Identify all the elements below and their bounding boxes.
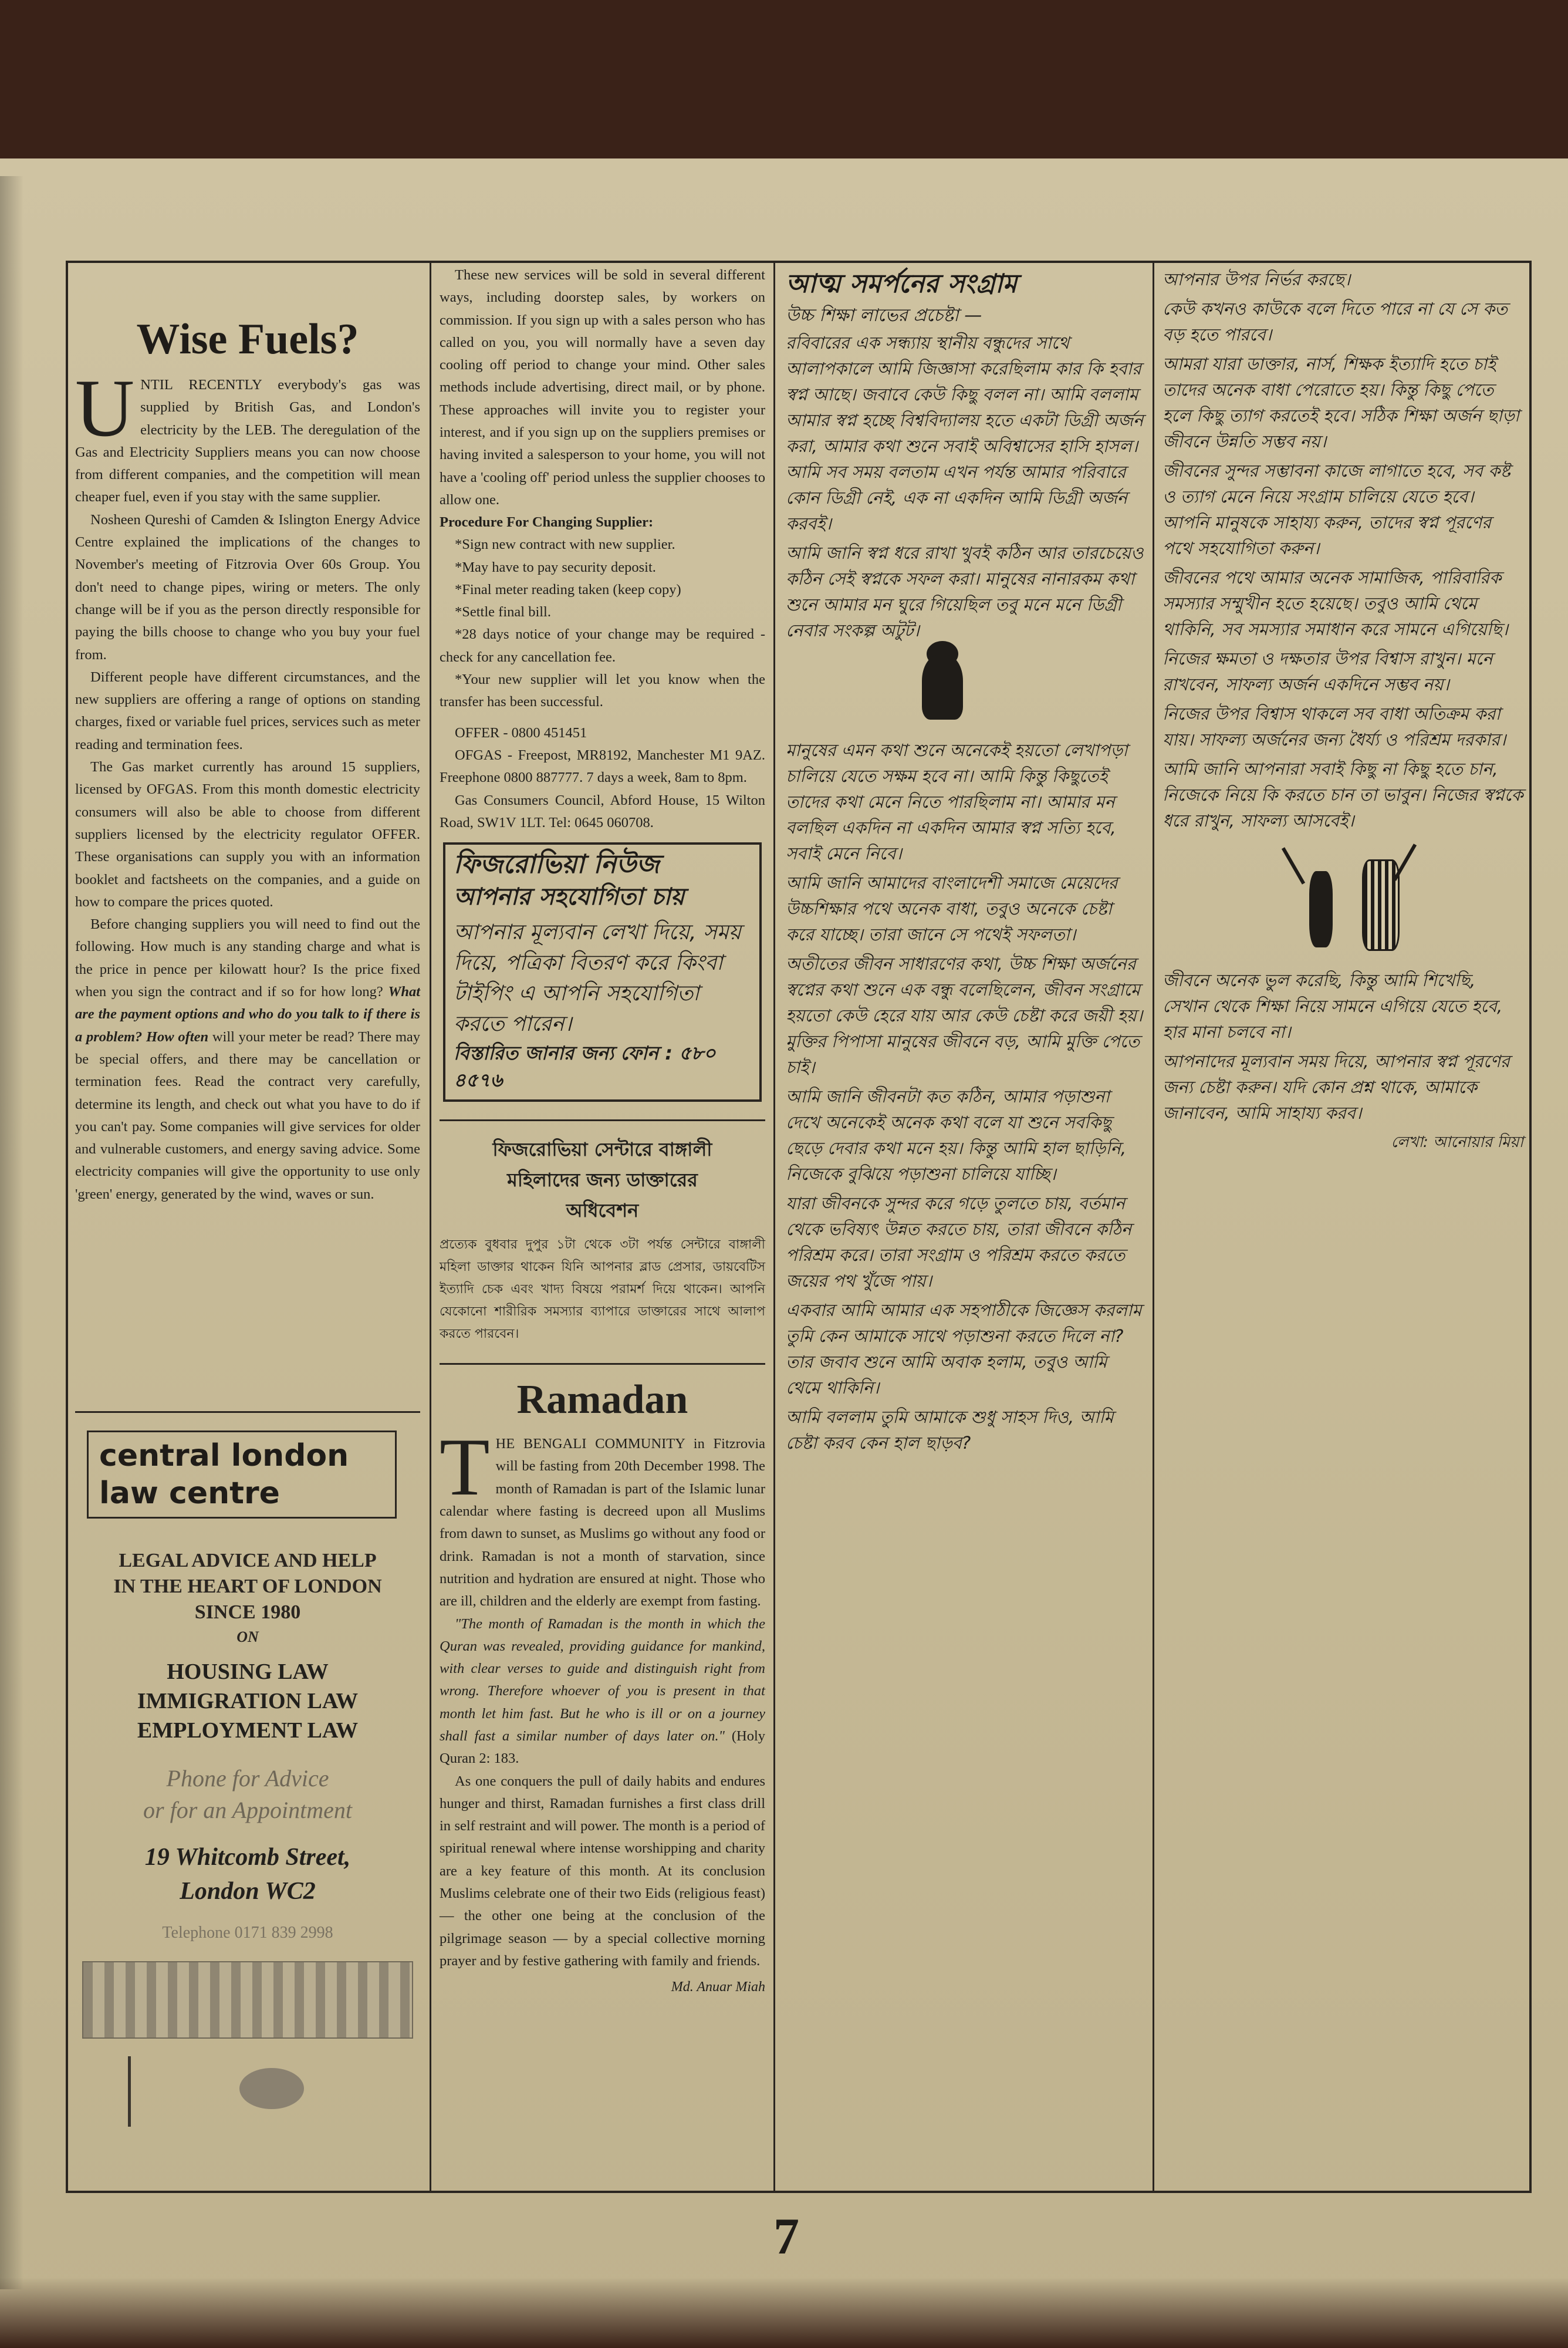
address-line: 19 Whitcomb Street, [144, 1844, 351, 1871]
procedure-heading: Procedure For Changing Supplier: [440, 514, 654, 531]
before-changing-end: will your meter be read? There may be special offers, and there may be cancellation or termination fees. Read the contract very carefully, determine its length, and check out what you have to do if you can't pay. Some companies will give services for older and vulnerable customers, and energy saving advice. Some electricity companies will give the opportunity to use only 'green' energy, generated by the wind, waves or sun. [75, 1028, 421, 1202]
figure-body-icon [922, 655, 963, 720]
essay-paragraph: আমি জানি আপনারা সবাই কিছু না কিছু হতে চান, নিজেকে নিয়ে কি করতে চান তা ভাবুন। নিজের স্বপ্নকে ধরে রাখুন, সাফল্য আসবেই। [1163, 759, 1523, 831]
essay-paragraph: নিজের উপর বিশ্বাস থাকলে সব বাধা অতিক্রম করা যায়। সাফল্য অর্জনের জন্য ধৈর্য্য ও পরিশ্রম দরকার। [1163, 704, 1506, 750]
tagline-on: ON [236, 1628, 259, 1645]
before-changing-text: Before changing suppliers you will need to find out the following. How much is any standing charge and what is the price in pence per kilowatt hour? Is the price fixed when you sign the contract and if so for how long? [75, 916, 420, 1000]
clinic-heading [440, 1134, 765, 1226]
essay-paragraph: নিজের ক্ষমতা ও দক্ষতার উপর বিশ্বাস রাখুন। মনে রাখবেন, সাফল্য অর্জন একদিনে সম্ভব নয়। [1163, 649, 1493, 694]
figure-right-striped-icon [1362, 859, 1400, 951]
essay-paragraph: জীবনের সুন্দর সম্ভাবনা কাজে লাগাতে হবে, সব কষ্ট ও ত্যাগ মেনে নিয়ে সংগ্রাম চালিয়ে যেতে হবে। আপনি মানুষকে সাহায্য করুন, তাদের স্বপ্ন পূরণের পথে সহযোগিতা করুন। [1163, 461, 1510, 558]
doctor-session-notice [440, 1119, 765, 1345]
column-1 [66, 261, 430, 2193]
wise-fuels-lead: NTIL RECENTLY everybody's gas was supplied by British Gas, and London's electricity by the LEB. The deregulation of the Gas and Electricity Suppliers means you can now choose from different companies, and the competition will mean cheaper fuel, even if you stay with the same supplier. [75, 377, 420, 505]
thinking-figure-illustration [786, 649, 1144, 731]
group-photo-image [82, 1961, 413, 2039]
essay-paragraph: অতীতের জীবন সাধারণের কথা, উচ্চ শিক্ষা অর্জনের স্বপ্নের কথা শুনে এক বন্ধু বলেছিলেন, জীবন সংগ্রামে হয়তো কেউ হেরে যায় আর কেউ চেষ্টা করে জয়ী হয়। মুক্তির পিপাসা মানুষের জীবনে বড়, আমি মুক্তি পেতে চাই। [786, 954, 1143, 1077]
ramadan-headline: Ramadan [516, 1377, 688, 1423]
essay-author: লেখা: আনোয়ার মিয়া [1391, 1133, 1523, 1151]
clinic-body: প্রত্যেক বুধবার দুপুর ১টা থেকে ৩টা পর্যন্ত সেন্টারে বাঙ্গালী মহিলা ডাক্তার থাকেন যিনি আপনার ব্লাড প্রেসার, ডায়বেটিস ইত্যাদি চেক এবং খাদ্য বিষয়ে পরামর্শ দিয়ে থাকেন। আপনি যেকোনো শারীরিক সমস্যার ব্যাপারে ডাক্তারের সাথে আলাপ করতে পারবেন। [440, 1237, 765, 1342]
essay-paragraph: আমি বললাম তুমি আমাকে শুধু সাহস দিও, আমি চেষ্টা করব কেন হাল ছাড়ব? [786, 1407, 1114, 1453]
appeal-title: ফিজরোভিয়া নিউজ [454, 849, 660, 880]
fitzrovia-news-appeal-box [443, 842, 762, 1102]
essay-paragraph: কেউ কখনও কাউকে বলে দিতে পারে না যে সে কত বড় হতে পারবে। [1163, 299, 1508, 345]
law-areas [75, 1657, 420, 1745]
essay-part-1 [786, 266, 1144, 1456]
quote-reference: (Holy Quran 2: 183. [440, 1728, 766, 1767]
essay-paragraph: রবিবারের এক সন্ধ্যায় স্থানীয় বন্ধুদের সাথে আলাপকালে আমি জিজ্ঞাসা করেছিলাম কার কি হবার স্বপ্ন আছে। জবাবে কেউ কিছু বলল না। আমি বললাম আমার স্বপ্ন হচ্ছে বিশ্ববিদ্যালয় হতে একটা ডিগ্রী অর্জন করা, আমার কথা শুনে সবাই অবিশ্বাসের হাসি হাসল। আমি সব সময় বলতাম এখন পর্যন্ত আমার পরিবারে কোন ডিগ্রী নেই, এক না একদিন আমি ডিগ্রী অর্জন করবই। [786, 333, 1144, 534]
logo-line: central london [99, 1438, 349, 1473]
tagline-line: SINCE 1980 [194, 1601, 301, 1623]
appeal-text: আপনার মূল্যবান লেখা দিয়ে, সময় দিয়ে, পত্রিকা বিতরণ করে কিংবা টাইপিং এ আপনি সহযোগিতা করতে পারেন। [454, 920, 741, 1037]
logo-line: law centre [99, 1476, 280, 1511]
essay-title: আত্ম সমর্পনের সংগ্রাম [786, 269, 1018, 299]
wise-fuels-continued [440, 264, 765, 834]
clinic-heading-line: মহিলাদের জন্য ডাক্তারের [507, 1169, 698, 1192]
dropcap: T [440, 1422, 490, 1513]
clinic-heading-line: অধিবেশন [566, 1199, 639, 1222]
procedure-item: *May have to pay security deposit. [455, 559, 656, 575]
tagline-line: IN THE HEART OF LONDON [113, 1576, 382, 1597]
raised-arm-icon [1393, 844, 1417, 881]
essay-paragraph: আমি জানি স্বপ্ন ধরে রাখা খুবই কঠিন আর তারচেয়েও কঠিন সেই স্বপ্নকে সফল করা। মানুষের নানারকম কথা শুনে আমার মন ঘুরে গিয়েছিল তবু মনে মনে ডিগ্রী নেবার সংকল্প অটুট। [786, 543, 1144, 640]
logo-mark-icon [128, 2056, 154, 2127]
ramadan-article [440, 1363, 765, 1998]
ramadan-lead: HE BENGALI COMMUNITY in Fitzrovia will be fasting from 20th December 1998. The month of Ramadan is part of the Islamic lunar calendar where fasting is decreed upon all Muslims from dawn to sunset, as Muslims go without any food or drink. Ramadan is not a month of starvation, since nutrition and hydration are ensured at night. Those who are ill, children and the elderly are exempt from fasting. [440, 1436, 765, 1610]
procedure-item: *Final meter reading taken (keep copy) [455, 581, 681, 598]
law-centre-tagline [75, 1548, 420, 1649]
essay-paragraph: আপনার উপর নির্ভর করছে। [1163, 269, 1351, 289]
wise-fuels-headline: Wise Fuels? [136, 315, 359, 363]
ramadan-closing: As one conquers the pull of daily habits and endures hunger and thirst, Ramadan furnishes a first class drill in self restraint and will power. The month is a period of spiritual renewal where intense worshipping and charity are a key feature of this month. At its conclusion Muslims celebrate one of their two Eids (religious feast) — the other one being at the conclusion of the pilgrimage season — by a special collective morning prayer and by festive gathering with family and friends. [440, 1773, 765, 1969]
law-area: EMPLOYMENT LAW [137, 1718, 359, 1743]
essay-paragraph: আমরা যারা ডাক্তার, নার্স, শিক্ষক ইত্যাদি হতে চাই তাদের অনেক বাধা পেরোতে হয়। কিন্তু কিছু পেতে হলে কিছু ত্যাগ করতেই হবে। সঠিক শিক্ষা অর্জন ছাড়া জীবনে উন্নতি সম্ভব নয়। [1163, 354, 1520, 451]
essay-paragraph: যারা জীবনকে সুন্দর করে গড়ে তুলতে চায়, বর্তমান থেকে ভবিষ্যৎ উন্নত করতে চায়, তারা জীবনে কঠিন পরিশ্রম করে। তারা সংগ্রাম ও পরিশ্রম করতে করতে জয়ের পথ খুঁজে পায়। [786, 1193, 1132, 1291]
law-phone [75, 1763, 420, 1826]
procedure-item: *Your new supplier will let you know when the transfer has been successful. [440, 672, 765, 710]
law-telephone: Telephone 0171 839 2998 [162, 1924, 333, 1942]
badge-icon [239, 2068, 304, 2109]
essay-paragraph: একবার আমি আমার এক সহপাঠীকে জিজ্ঞেস করলাম তুমি কেন আমাকে সাথে পড়াশুনা করতে দিলে না? তার জবাব শুনে আমি অবাক হলাম, তবুও আমি থেমে থাকিনি। [786, 1300, 1142, 1398]
wise-fuels-article [75, 363, 421, 1206]
essay-subtitle: উচ্চ শিক্ষা লাভের প্রচেষ্টা — [786, 305, 982, 326]
ramadan-body [440, 1422, 766, 1998]
procedure-item: *Sign new contract with new supplier. [455, 537, 675, 553]
law-area: HOUSING LAW [167, 1659, 329, 1684]
law-centre-logo [87, 1431, 397, 1519]
bottom-shadow [0, 2278, 1568, 2348]
payment-question-text: What are the payment options and who do you talk to if there is a problem? How often [75, 984, 420, 1045]
article-paragraph: Nosheen Qureshi of Camden & Islington Energy Advice Centre explained the implications of the changes to November's meeting of Fitzrovia Over 60s Group. You don't need to change pipes, wiring or meters. The only change will be if you as the person directly responsible for paying the bills choose to change who you buy your fuel from. [75, 511, 420, 663]
page-number: 7 [773, 2208, 799, 2265]
essay-part-2 [1163, 266, 1523, 1155]
quote-text: "The month of Ramadan is the month in which the Quran was revealed, providing guidance for mankind, with clear verses to guide and distinguish right from wrong. Therefore whoever of you is present in that month let him fast. But he who is ill or on a journey shall fast a similar number of days later on." [440, 1615, 765, 1744]
figure-left-icon [1309, 871, 1333, 947]
article-paragraph: Different people have different circumstances, and the new suppliers are offering a range of options on standing charges, fixed or variable fuel prices, services such as meter reading and termination fees. [75, 669, 420, 753]
law-area: IMMIGRATION LAW [137, 1689, 359, 1713]
essay-paragraph: আমি জানি আমাদের বাংলাদেশী সমাজে মেয়েদের উচ্চশিক্ষার পথে অনেক বাধা, তবুও অনেকে চেষ্টা করে যাচ্ছে। তারা জানে সে পথেই সফলতা। [786, 873, 1118, 944]
procedure-item: *28 days notice of your change may be required - check for any cancellation fee. [440, 626, 765, 665]
column-3 [773, 261, 1153, 2193]
phone-line: or for an Appointment [143, 1797, 352, 1823]
page-fold-shadow [0, 176, 23, 2289]
procedure-item: *Settle final bill. [455, 604, 551, 620]
law-centre-advert [75, 1411, 420, 2186]
article-paragraph: These new services will be sold in several different ways, including doorstep sales, by workers on commission. If you sign up with a sales person who has called on you, you will normally have a seven day cooling off period to change your mind. Other sales methods include advertising, direct mail, or by phone. These approaches will invite you to register your interest, and if you sign up on the suppliers premises or having invited a salesperson to your home, you will not have a 'cooling off' period unless the supplier chooses to allow one. [440, 267, 765, 508]
article-paragraph: The Gas market currently has around 15 suppliers, licensed by OFGAS. From this month domestic electricity consumers will also be able to choose from different suppliers licensed by the electricity regulator OFFER. These organisations can supply you with an information booklet and factsheets on the companies, and a guide on how to compare the prices quoted. [75, 759, 420, 910]
essay-paragraph: জীবনের পথে আমার অনেক সামাজিক, পারিবারিক সমস্যার সম্মুখীন হতে হয়েছে। তবুও আমি থেমে থাকিনি, সব সমস্যার সমাধান করে সামনে এগিয়েছি। [1163, 568, 1508, 639]
law-address [75, 1840, 420, 1908]
ramadan-quote [440, 1613, 765, 1770]
celebrating-figures-illustration [1163, 842, 1523, 959]
contact-line: Gas Consumers Council, Abford House, 15 Wilton Road, SW1V 1LT. Tel: 0645 060708. [440, 792, 765, 831]
contact-line: OFFER - 0800 451451 [455, 724, 587, 741]
essay-paragraph: জীবনে অনেক ভুল করেছি, কিন্তু আমি শিখেছি, সেখান থেকে শিক্ষা নিয়ে সামনে এগিয়ে যেতে হবে, হার মানা চলবে না। [1163, 970, 1503, 1042]
procedure-list [440, 534, 765, 713]
tagline-line: LEGAL ADVICE AND HELP [119, 1550, 377, 1571]
appeal-subtitle: আপনার সহযোগিতা চায় [454, 883, 685, 911]
ramadan-author: Md. Anuar Miah [671, 1979, 765, 1995]
contact-line: OFGAS - Freepost, MR8192, Manchester M1 9AZ. Freephone 0800 887777. 7 days a week, 8am to 8pm. [440, 747, 765, 786]
essay-paragraph: মানুষের এমন কথা শুনে অনেকেই হয়তো লেখাপড়া চালিয়ে যেতে সক্ষম হবে না। আমি কিন্তু কিছুতেই তাদের কথা মেনে নিতে পারছিলাম না। আমার মন বলছিল একদিন না একদিন আমার স্বপ্ন সত্যি হবে, সবাই মেনে নিবে। [786, 740, 1128, 863]
dropcap: U [75, 363, 135, 454]
raised-arm-icon [1282, 847, 1305, 885]
appeal-contact: বিস্তারিত জানার জন্য ফোন : ৫৮০ ৪৫৭৬ [454, 1042, 716, 1092]
article-paragraph [75, 913, 420, 1206]
phone-line: Phone for Advice [166, 1765, 329, 1792]
essay-paragraph: আমি জানি জীবনটা কত কঠিন, আমার পড়াশুনা দেখে অনেকেই অনেক কথা বলে যা শুনে সবকিছু ছেড়ে দেবার কথা মনে হয়। কিন্তু আমি হাল ছাড়িনি, নিজেকে বুঝিয়ে পড়াশুনা চালিয়ে যাচ্ছি। [786, 1087, 1127, 1184]
column-4 [1153, 261, 1532, 2193]
clinic-heading-line: ফিজরোভিয়া সেন্টারে বাঙ্গালী [492, 1138, 712, 1161]
funder-logo [75, 2056, 420, 2127]
column-2 [430, 261, 773, 2193]
essay-paragraph: আপনাদের মূল্যবান সময় দিয়ে, আপনার স্বপ্ন পূরণের জন্য চেষ্টা করুন। যদি কোন প্রশ্ন থাকে, আমাকে জানাবেন, আমি সাহায্য করব। [1163, 1051, 1510, 1123]
address-line: London WC2 [180, 1878, 316, 1905]
